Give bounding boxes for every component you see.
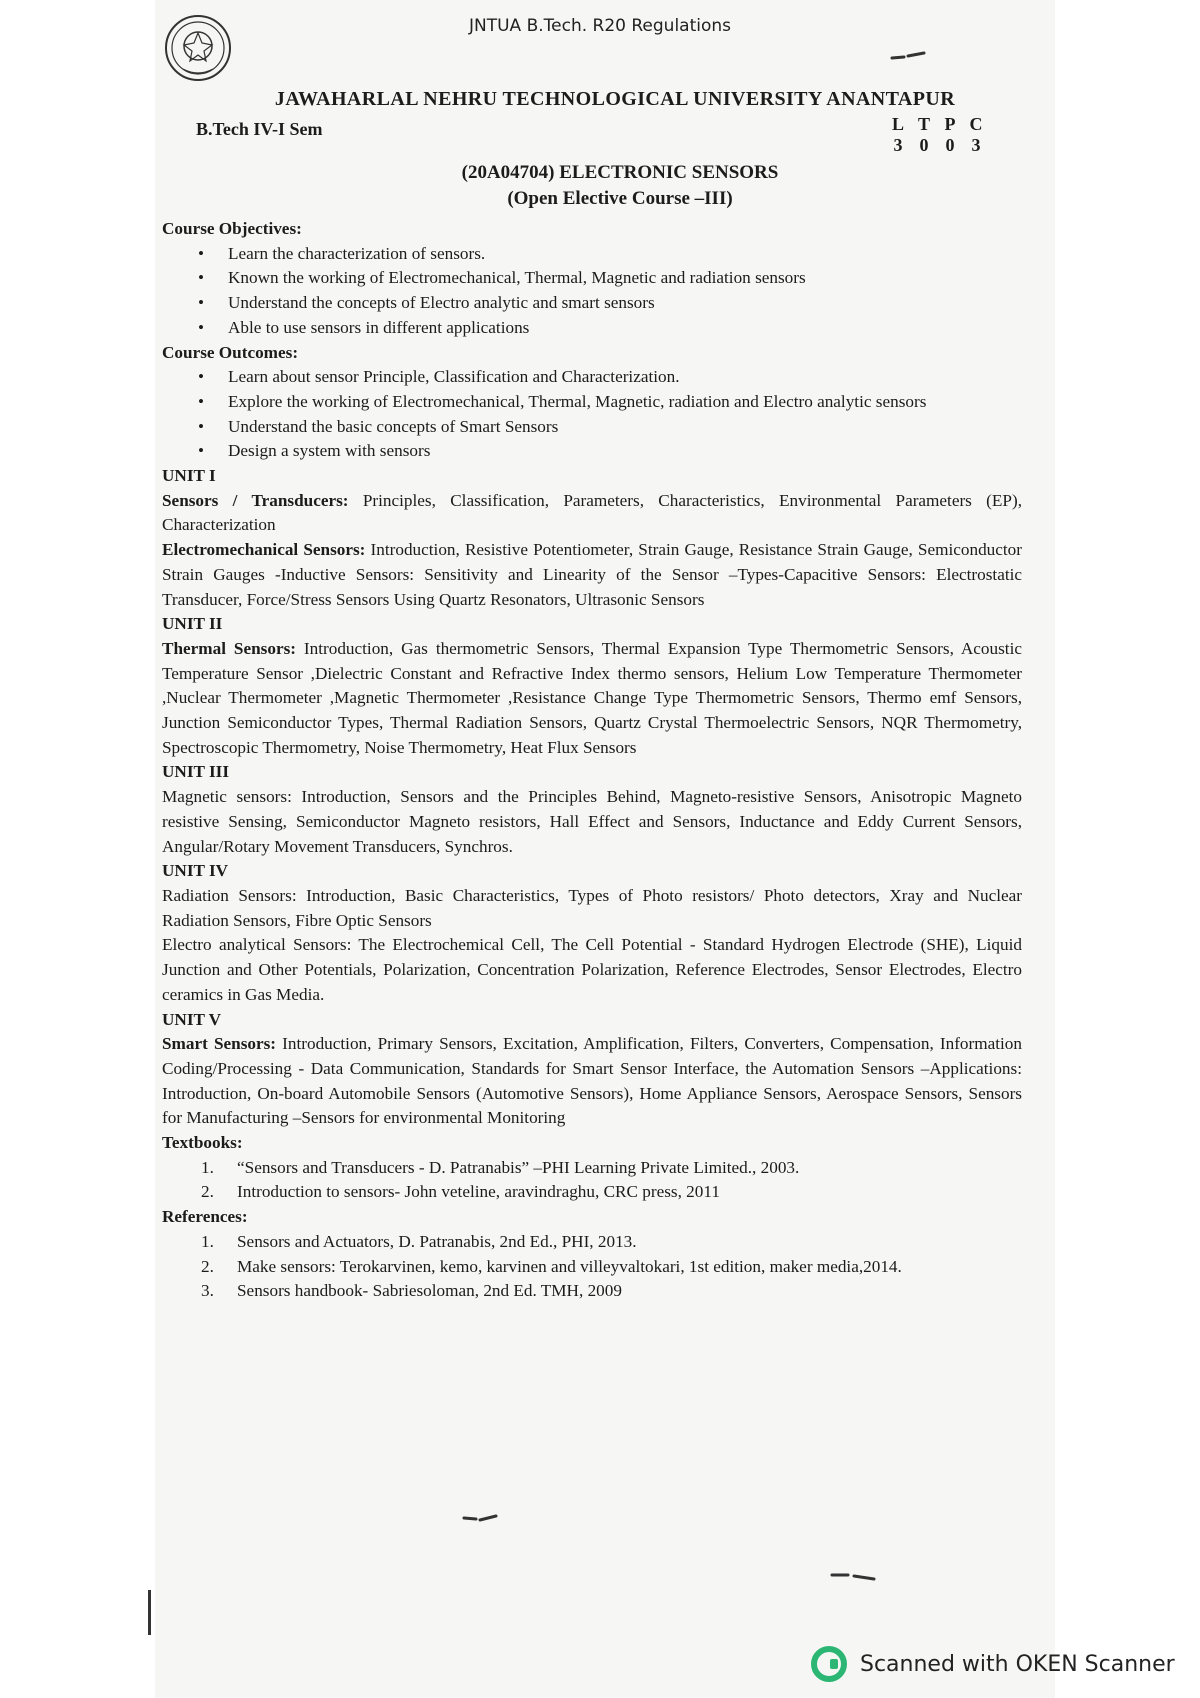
regulations-header: JNTUA B.Tech. R20 Regulations <box>468 16 732 36</box>
ltpc-label: C <box>969 114 983 134</box>
paragraph-text: Radiation Sensors: Introduction, Basic Characteristics, Types of Photo resistors/ Photo detectors, Xray and Nuclear Radiation Sensors, Fibre Optic Sensors <box>162 885 1022 930</box>
paragraph-text: Principles, Classification, Parameters, Characteristics, Environmental Parameters (EP), Characterization <box>162 490 1022 535</box>
list-item: • Learn about sensor Principle, Classification and Characterization. <box>228 365 1022 390</box>
item-number: 2. <box>201 1182 214 1202</box>
item-number: 3. <box>201 1281 214 1301</box>
list-item: • Able to use sensors in different applications <box>228 316 1022 341</box>
item-number: 2. <box>201 1256 214 1276</box>
scan-mark <box>462 1512 502 1524</box>
references-heading: References: <box>162 1207 248 1227</box>
item-text: Sensors and Actuators, D. Patranabis, 2nd Ed., PHI, 2013. <box>237 1231 637 1251</box>
unit-1-title: UNIT I <box>162 466 216 486</box>
ltpc-value: 0 <box>945 135 955 155</box>
list-item: • Explore the working of Electromechanical, Thermal, Magnetic, radiation and Electro analytic sensors <box>228 390 1022 415</box>
university-name: JAWAHARLAL NEHRU TECHNOLOGICAL UNIVERSITY ANANTAPUR <box>274 88 956 110</box>
paragraph-text: Electro analytical Sensors: The Electrochemical Cell, The Cell Potential - Standard Hydrogen Electrode (SHE), Liquid Junction and Other Potentials, Polarization, Concentration Polarization, Reference Electrodes, Sensor Electrodes, Electro ceramics in Gas Media. <box>162 935 1022 1004</box>
list-item: • Learn the characterization of sensors. <box>228 242 1022 267</box>
list-item: • Design a system with sensors <box>228 439 1022 464</box>
textbooks-heading: Textbooks: <box>162 1133 243 1153</box>
unit-1-paragraph <box>162 489 1022 538</box>
scanner-label: Scanned with OKEN Scanner <box>860 1651 1175 1677</box>
list-item <box>201 1279 1022 1304</box>
paragraph-text: Introduction, Primary Sensors, Excitation, Amplification, Filters, Converters, Compensation, Information Coding/Processing - Data Communication, Standards for Smart Sensor Interface, the Automation Sensors –Applications: Introduction, On-board Automobile Sensors (Automotive Sensors), Home Appliance Sensors, Aerospace Sensors, Sensors for Manufacturing –Sensors for environmental Monitoring <box>162 1034 1022 1128</box>
ltpc-label: L <box>891 114 904 134</box>
unit-4-title: UNIT IV <box>162 861 229 881</box>
ltpc-value: 3 <box>893 135 903 155</box>
list-item: • Understand the basic concepts of Smart Sensors <box>228 415 1022 440</box>
item-number: 1. <box>201 1157 214 1177</box>
item-text: Make sensors: Terokarvinen, kemo, karvinen and villeyvaltokari, 1st edition, maker media,2014. <box>237 1256 902 1276</box>
paragraph-text: Introduction, Gas thermometric Sensors, Thermal Expansion Type Thermometric Sensors, Acoustic Temperature Sensor ,Dielectric Constant and Refractive Index thermo sensors, Helium Low Temperature Thermometer ,Nuclear Thermometer ,Magnetic Thermometer ,Resistance Change Type Thermometric Sensors, Thermo emf Sensors, Junction Semiconductor Types, Thermal Radiation Sensors, Quartz Crystal Thermoelectric Sensors, NQR Thermometry, Spectroscopic Thermometry, Noise Thermometry, Heat Flux Sensors <box>162 638 1022 757</box>
item-number: 1. <box>201 1231 214 1251</box>
unit-3-title: UNIT III <box>162 762 230 782</box>
objectives-list <box>162 242 1022 341</box>
unit-1-paragraph <box>162 538 1022 612</box>
paragraph-lead: Electromechanical Sensors: <box>162 540 366 560</box>
unit-5-title: UNIT V <box>162 1009 222 1029</box>
ltpc-value: 3 <box>971 135 981 155</box>
scanner-watermark <box>810 1645 1175 1683</box>
page-edge-mark <box>148 1590 151 1635</box>
course-subtitle: (Open Elective Course –III) <box>507 188 733 209</box>
list-item <box>201 1156 1022 1181</box>
ltpc-labels-row <box>885 114 989 135</box>
item-text: “Sensors and Transducers - D. Patranabis” –PHI Learning Private Limited., 2003. <box>237 1157 800 1177</box>
course-title: (20A04704) ELECTRONIC SENSORS <box>461 162 779 183</box>
paragraph-lead: Smart Sensors: <box>162 1034 277 1054</box>
syllabus-body <box>162 217 1022 1304</box>
textbooks-list <box>162 1156 1022 1205</box>
objectives-heading: Course Objectives: <box>162 219 302 238</box>
paragraph-lead: Thermal Sensors: <box>162 638 296 658</box>
unit-5-paragraph <box>162 1032 1022 1131</box>
scan-mark <box>830 1570 880 1582</box>
ltpc-values-row <box>885 135 989 156</box>
semester-label: B.Tech IV-I Sem <box>196 119 323 139</box>
references-list <box>162 1230 1022 1304</box>
scan-mark <box>890 50 930 62</box>
list-item <box>201 1180 1022 1205</box>
unit-4-paragraph <box>162 933 1022 1007</box>
item-text: Introduction to sensors- John veteline, aravindraghu, CRC press, 2011 <box>237 1182 720 1202</box>
unit-2-paragraph <box>162 637 1022 761</box>
unit-3-paragraph <box>162 785 1022 859</box>
list-item <box>201 1255 1022 1280</box>
paragraph-text: Introduction, Resistive Potentiometer, Strain Gauge, Resistance Strain Gauge, Semiconductor Strain Gauges -Inductive Sensors: Sensitivity and Linearity of the Sensor –Types-Capacitive Sensors: Electrostatic Transducer, Force/Stress Sensors Using Quartz Resonators, Ultrasonic Sensors <box>162 540 1022 609</box>
paragraph-lead: Sensors / Transducers: <box>162 490 349 510</box>
unit-4-paragraph <box>162 884 1022 933</box>
paragraph-text: Magnetic sensors: Introduction, Sensors and the Principles Behind, Magneto-resistive Sensors, Anisotropic Magneto resistive Sensing, Semiconductor Magneto resistors, Hall Effect and Sensors, Inductance and Eddy Current Sensors, Angular/Rotary Movement Transducers, Synchros. <box>162 787 1022 856</box>
oken-scanner-logo-icon <box>810 1645 848 1683</box>
ltpc-table <box>885 114 989 156</box>
ltpc-value: 0 <box>919 135 929 155</box>
course-title-block <box>340 160 900 212</box>
item-text: Sensors handbook- Sabriesoloman, 2nd Ed. TMH, 2009 <box>237 1281 622 1301</box>
list-item <box>201 1230 1022 1255</box>
list-item: • Known the working of Electromechanical, Thermal, Magnetic and radiation sensors <box>228 266 1022 291</box>
ltpc-label: T <box>917 114 930 134</box>
outcomes-heading: Course Outcomes: <box>162 342 299 362</box>
unit-2-title: UNIT II <box>162 614 223 634</box>
list-item: • Understand the concepts of Electro analytic and smart sensors <box>228 291 1022 316</box>
ltpc-label: P <box>944 114 956 134</box>
outcomes-list <box>162 365 1022 464</box>
